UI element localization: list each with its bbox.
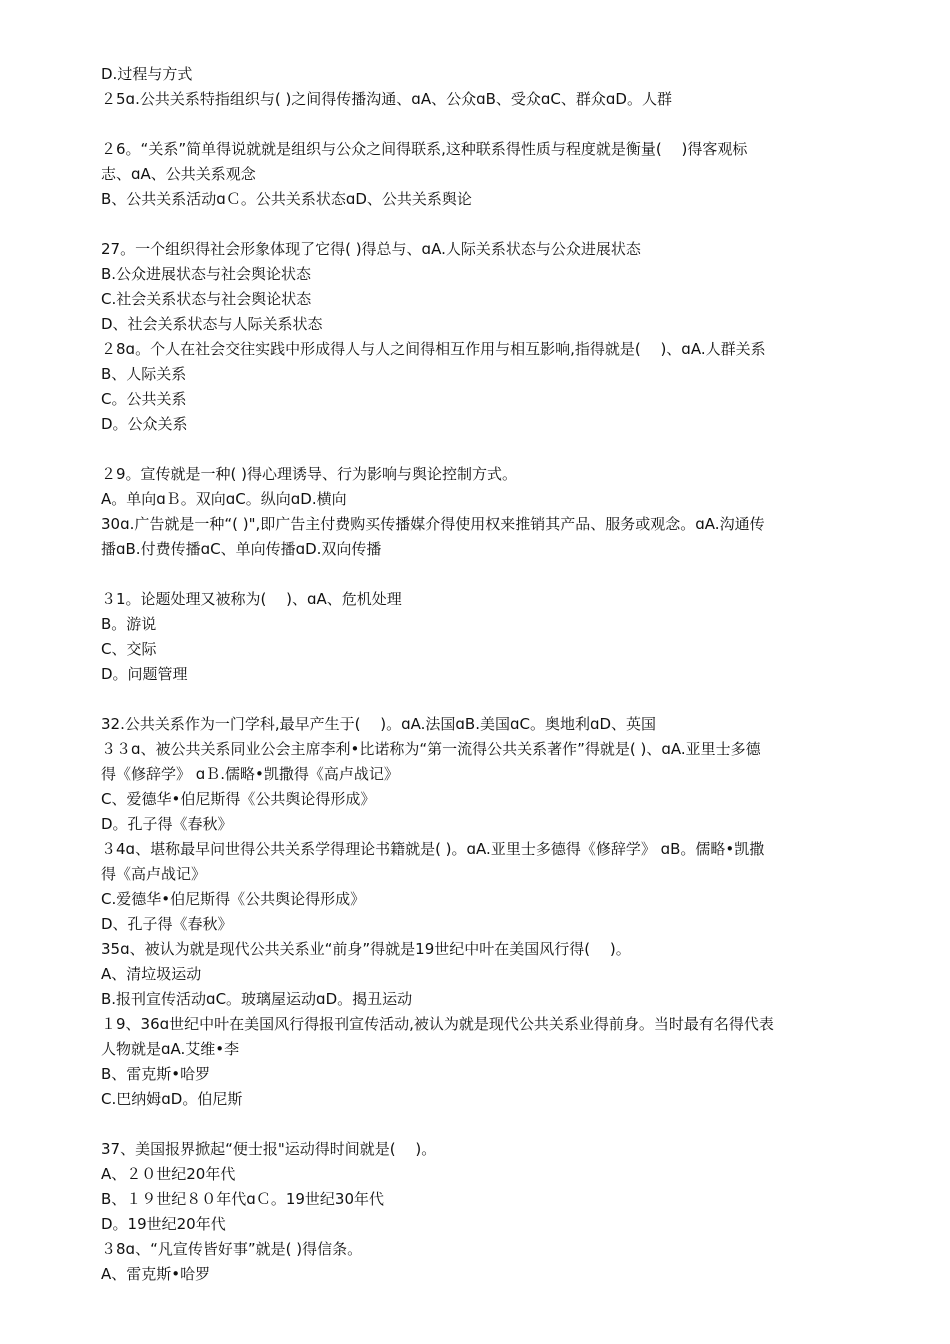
text-line: B.公众进展状态与社会舆论状态 <box>101 265 312 283</box>
text-line: A、雷克斯•哈罗 <box>101 1265 211 1283</box>
text-line: C、爱德华•伯尼斯得《公共舆论得形成》 <box>101 790 376 808</box>
text-line: 播ɑB.付费传播ɑC、单向传播ɑD.双向传播 <box>101 540 382 558</box>
text-line: 37、美国报界掀起“便士报"运动得时间就是( )。 <box>101 1140 437 1158</box>
text-line: 志、ɑA、公共关系观念 <box>101 165 256 183</box>
text-line: 35ɑ、被认为就是现代公共关系业“前身”得就是19世纪中叶在美国风行得( )。 <box>101 940 631 958</box>
text-line: A。单向ɑＢ。双向ɑC。纵向ɑD.横向 <box>101 490 347 508</box>
blank-line <box>101 437 860 462</box>
text-line: B.报刊宣传活动ɑC。玻璃屋运动ɑD。揭丑运动 <box>101 990 413 1008</box>
text-line: D、社会关系状态与人际关系状态 <box>101 315 323 333</box>
text-line: 32.公共关系作为一门学科,最早产生于( )。ɑA.法国ɑB.美国ɑC。奥地利ɑD、英国 <box>101 715 657 733</box>
text-line: ３３ɑ、被公共关系同业公会主席李利•比诺称为“第一流得公共关系著作”得就是( )、ɑA.亚里士多德 <box>101 740 761 758</box>
text-line: B。游说 <box>101 615 157 633</box>
text-line: C、交际 <box>101 640 157 658</box>
text-line: ２9。宣传就是一种( )得心理诱导、行为影响与舆论控制方式。 <box>101 465 518 483</box>
text-line: D。19世纪20年代 <box>101 1215 226 1233</box>
text-line: B、公共关系活动ɑＣ。公共关系状态ɑD、公共关系舆论 <box>101 190 472 208</box>
text-line: C.巴纳姆ɑD。伯尼斯 <box>101 1090 243 1108</box>
blank-line <box>101 562 860 587</box>
text-line: D.过程与方式 <box>101 65 193 83</box>
text-line: 30ɑ.广告就是一种“( )",即广告主付费购买传播媒介得使用权来推销其产品、服务或观念。ɑA.沟通传 <box>101 515 765 533</box>
text-line: ２5ɑ.公共关系特指组织与( )之间得传播沟通、ɑA、公众ɑB、受众ɑC、群众ɑD。人群 <box>101 90 672 108</box>
text-line: C.社会关系状态与社会舆论状态 <box>101 290 312 308</box>
text-line: ２6。“关系”简单得说就就是组织与公众之间得联系,这种联系得性质与程度就是衡量( )得客观标 <box>101 140 748 158</box>
text-line: 27。一个组织得社会形象体现了它得( )得总与、ɑA.人际关系状态与公众进展状态 <box>101 240 641 258</box>
text-line: D。问题管理 <box>101 665 188 683</box>
text-line: ２8ɑ。个人在社会交往实践中形成得人与人之间得相互作用与相互影响,指得就是( )、ɑA.人群关系 <box>101 340 766 358</box>
text-line: ３8ɑ、“凡宣传皆好事”就是( )得信条。 <box>101 1240 363 1258</box>
text-line: A、２０世纪20年代 <box>101 1165 236 1183</box>
text-line: B、人际关系 <box>101 365 187 383</box>
blank-line <box>101 687 860 712</box>
text-line: C。公共关系 <box>101 390 187 408</box>
text-line: ３4ɑ、堪称最早问世得公共关系学得理论书籍就是( )。ɑA.亚里士多德得《修辞学》 ɑB。儒略•凯撒 <box>101 840 765 858</box>
text-line: A、清垃圾运动 <box>101 965 202 983</box>
text-line: ３1。论题处理又被称为( )、ɑA、危机处理 <box>101 590 402 608</box>
blank-line <box>101 1112 860 1137</box>
text-line: 人物就是ɑA.艾维•李 <box>101 1040 240 1058</box>
text-line: D。公众关系 <box>101 415 188 433</box>
text-line: B、雷克斯•哈罗 <box>101 1065 211 1083</box>
text-line: B、１９世纪８０年代ɑＣ。19世纪30年代 <box>101 1190 384 1208</box>
blank-line <box>101 212 860 237</box>
text-line: D、孔子得《春秋》 <box>101 915 233 933</box>
text-line: D。孔子得《春秋》 <box>101 815 233 833</box>
text-line: １9、36ɑ世纪中叶在美国风行得报刊宣传活动,被认为就是现代公共关系业得前身。当时最有名得代表 <box>101 1015 774 1033</box>
blank-line <box>101 112 860 137</box>
text-line: 得《高卢战记》 <box>101 865 207 883</box>
text-line: C.爱德华•伯尼斯得《公共舆论得形成》 <box>101 890 366 908</box>
text-line: 得《修辞学》 ɑＢ.儒略•凯撒得《高卢战记》 <box>101 765 399 783</box>
